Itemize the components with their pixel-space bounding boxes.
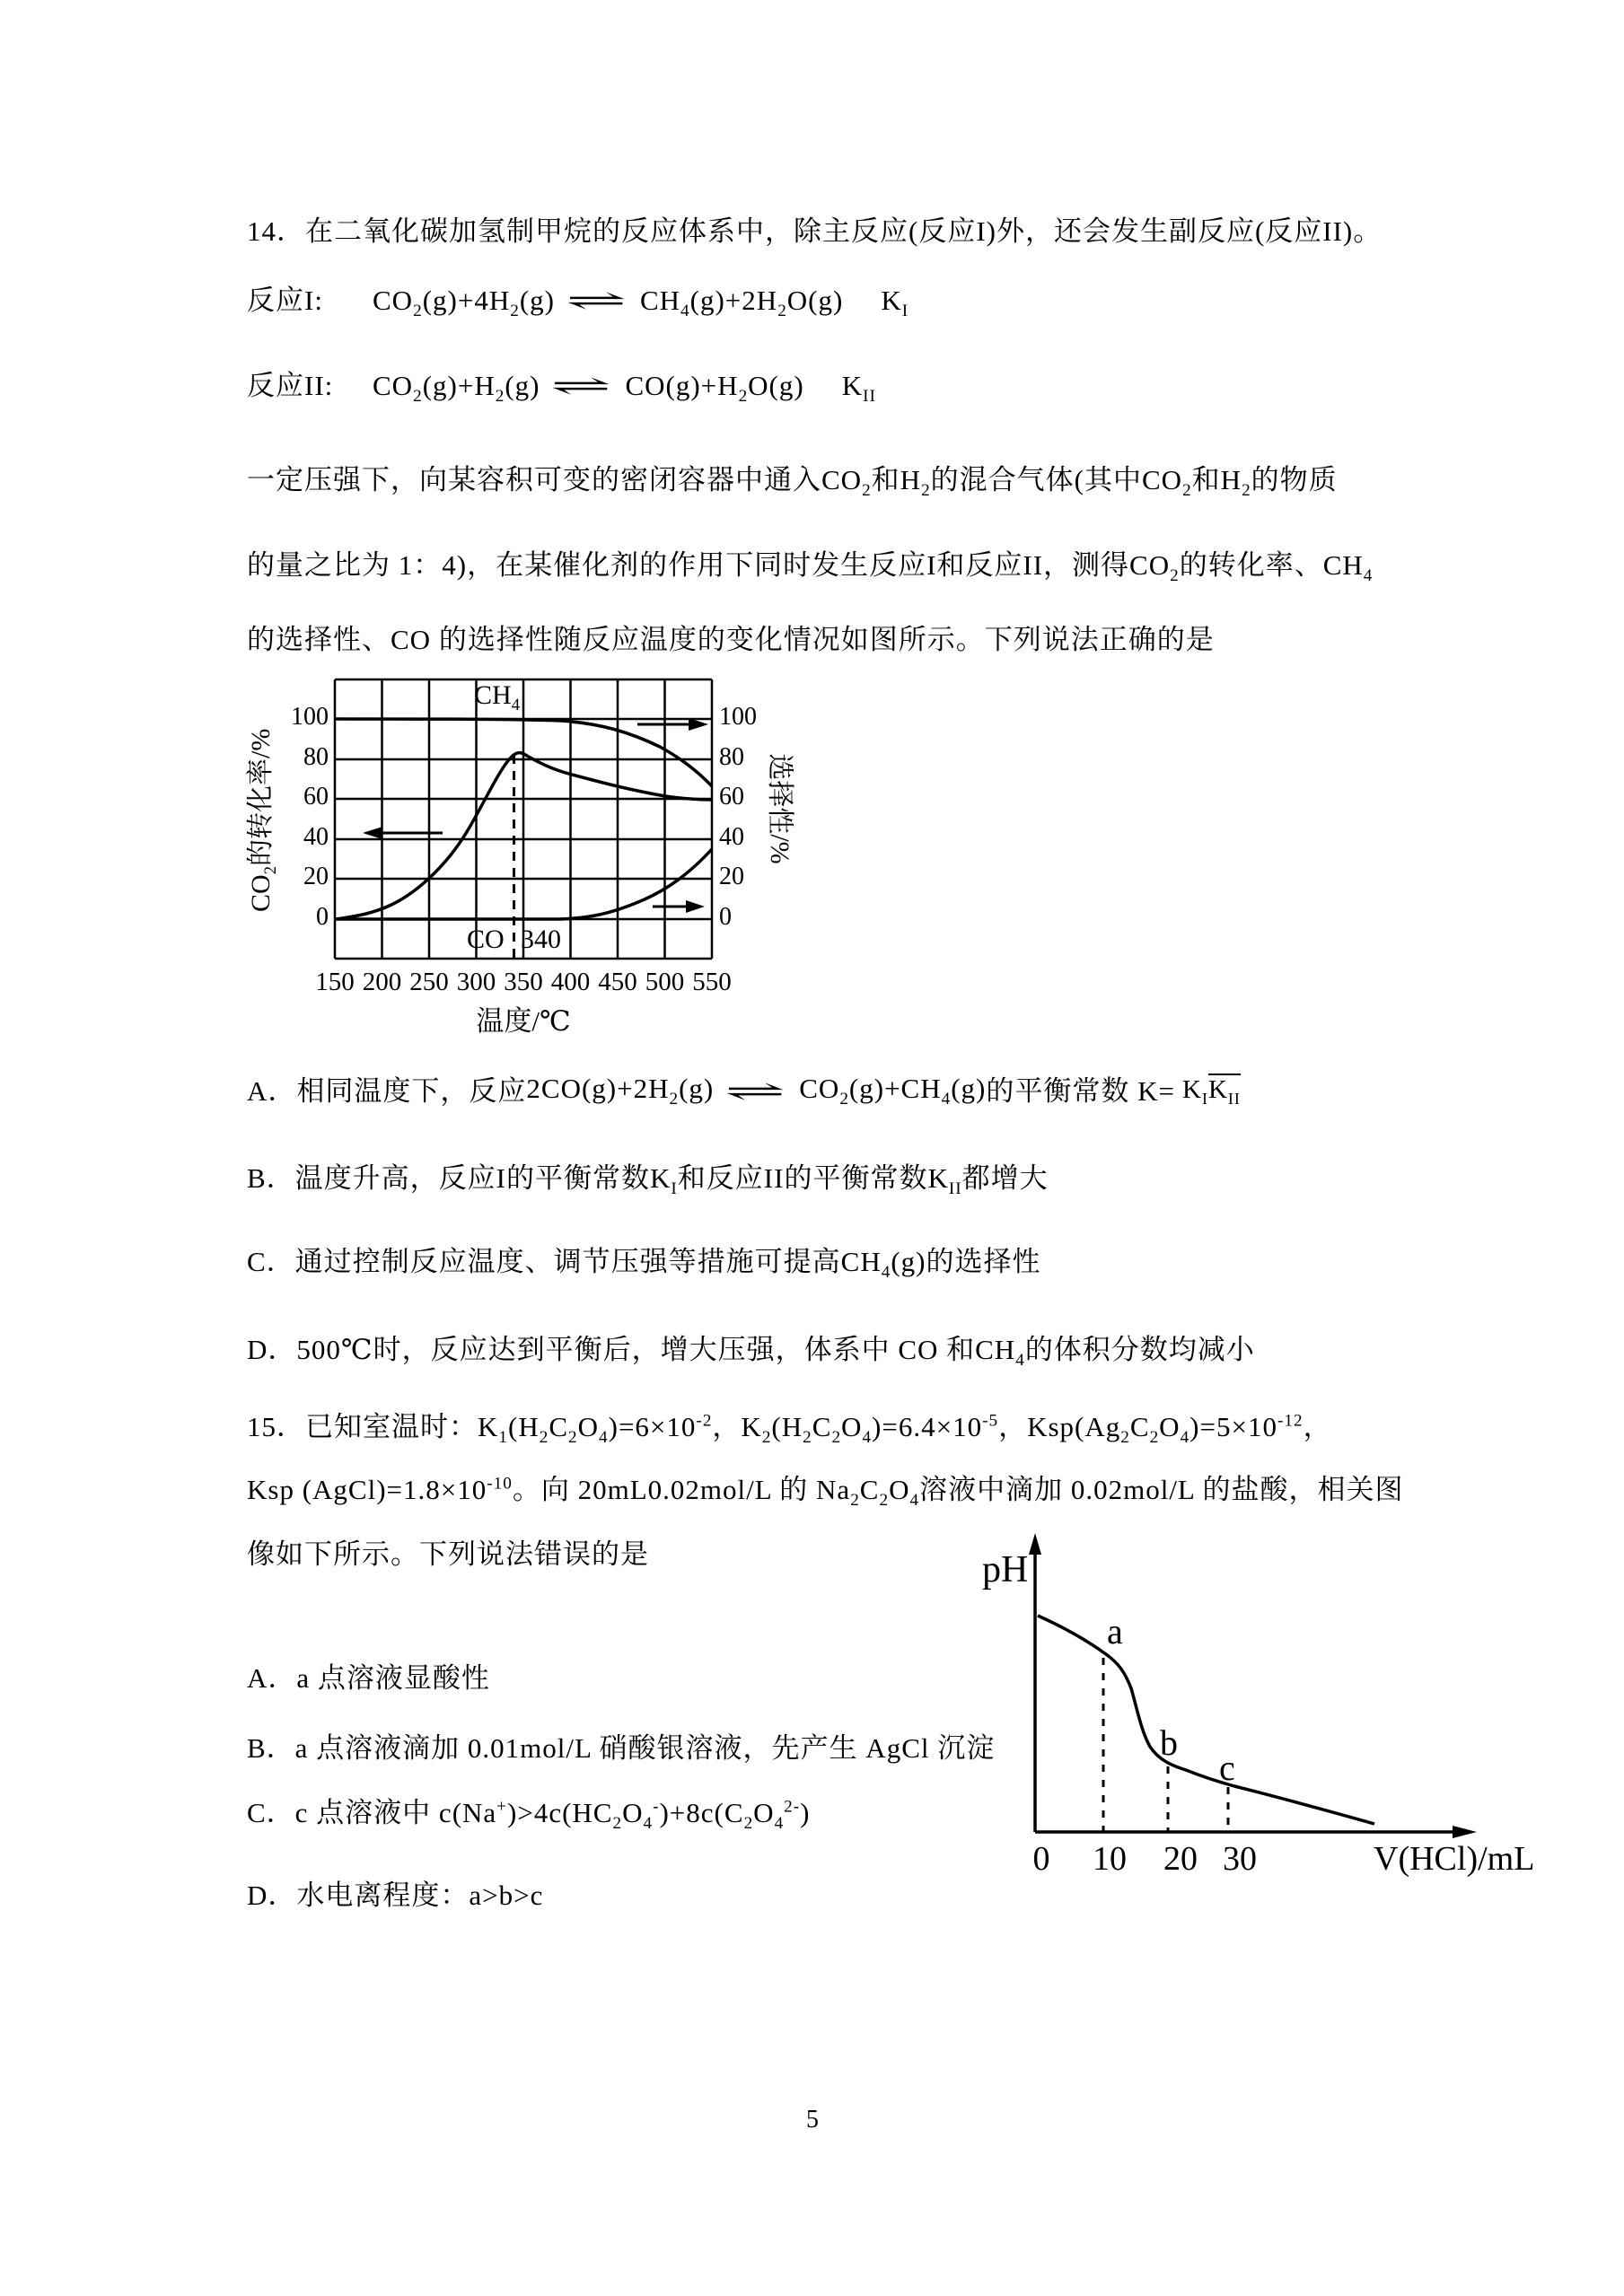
- x-tick: 350: [504, 968, 543, 996]
- y-axis-right-label: 选择性/%: [765, 753, 794, 864]
- q15-option-d: D．水电离程度：a>b>c: [247, 1880, 544, 1911]
- q15-option-c: C．c 点溶液中 $c(Na^+)>4c(HC_2O_4^-)+8c(C_2O_4^{2-})$: [247, 1797, 811, 1834]
- option-a-text-2: 的平衡常数 K=: [986, 1074, 1176, 1107]
- x-tick: 200: [362, 968, 402, 996]
- y-tick-right: 60: [719, 783, 744, 811]
- v-axis-label: V(HCl)/mL: [1374, 1840, 1535, 1878]
- reaction-2-row: [247, 368, 876, 408]
- y-axis-left-label: $CO_2$的转化率/%: [246, 728, 281, 912]
- ph-axis-label: pH: [982, 1549, 1029, 1591]
- equilibrium-arrow: ⇌: [550, 370, 615, 402]
- equilibrium-arrow: ⇌: [566, 285, 629, 317]
- x-tick: 30: [1223, 1840, 1257, 1878]
- q15-stem-line-1: 15．已知室温时：$K_1(H_2C_2O_4)=6\times 10^{-2}$，$K_2(H_2C_2O_4)=6.4\times 10^{-5}$，$Ksp(Ag_2C_2O_4)=5\times 10^{-12}$，: [247, 1411, 1332, 1448]
- q14-chart: [215, 673, 808, 1050]
- q15-option-b: B．a 点溶液滴加 0.01mol/L 硝酸银溶液，先产生 AgCl 沉淀: [247, 1732, 996, 1764]
- reaction-2-eq-left: $CO_2(g)+H_2(g)$: [373, 370, 540, 407]
- reaction-1-eq-right: $CH_4(g)+2H_2O(g)$: [639, 285, 844, 321]
- x-tick: 550: [692, 968, 732, 996]
- k-fraction-denominator: $K_{II}$: [1207, 1075, 1241, 1109]
- x-axis-label: 温度/℃: [476, 1005, 571, 1037]
- q14-para-line-1: 一定压强下，向某容积可变的密闭容器中通入$CO_2$和$H_2$的混合气体(其中$CO_2$和$H_2$的物质: [247, 464, 1338, 501]
- q15-option-a: A．a 点溶液显酸性: [247, 1662, 490, 1694]
- y-axis: [1029, 1533, 1041, 1832]
- x-axis: [1035, 1826, 1477, 1838]
- q14-option-a: [247, 1047, 1241, 1136]
- right-axis-arrow-bottom: [653, 900, 705, 913]
- q14-option-d: D．500℃时，反应达到平衡后，增大压强，体系中 CO 和$CH_4$的体积分数均减小: [247, 1334, 1255, 1371]
- y-tick-left: 60: [303, 783, 329, 811]
- y-tick-left: 20: [303, 863, 329, 890]
- x-tick: 10: [1093, 1840, 1127, 1878]
- k-fraction: [1182, 1074, 1241, 1109]
- y-tick-left: 80: [303, 743, 329, 771]
- page-number: 5: [806, 2106, 819, 2134]
- y-tick-left: 100: [291, 703, 329, 731]
- x-tick: 300: [456, 968, 496, 996]
- k-fraction-numerator: $K_I$: [1182, 1075, 1208, 1109]
- y-tick-right: 80: [719, 743, 744, 771]
- y-tick-left: 40: [303, 823, 329, 851]
- q14-para-line-2: 的量之比为 1：4)，在某催化剂的作用下同时发生反应I和反应II，测得$CO_2$的转化率、$CH_4$: [247, 549, 1374, 586]
- q15-stem-line-3: 像如下所示。下列说法错误的是: [247, 1538, 649, 1570]
- reaction-2-k: $K_{II}$: [841, 370, 876, 407]
- ph-curve: [1038, 1611, 1374, 1824]
- equilibrium-arrow: ⇌: [724, 1074, 788, 1108]
- q15-stem-line-2: Ksp $(AgCl)=1.8\times 10^{-10}$。向 20mL0.02mol/L 的 $Na_2C_2O_4$溶液中滴加 0.02mol/L 的盐酸，相关图: [247, 1474, 1404, 1511]
- curve-label-co: CO: [467, 925, 505, 954]
- dashed-label-340: 340: [521, 925, 561, 954]
- y-tick-left: 0: [316, 903, 329, 931]
- reaction-1-eq-left: $CO_2(g)+4H_2(g)$: [373, 285, 555, 321]
- option-a-text: A．相同温度下，反应: [247, 1074, 527, 1107]
- x-tick: 500: [645, 968, 685, 996]
- reaction-1-k: $K_I$: [881, 285, 909, 321]
- left-axis-arrow: [363, 827, 443, 839]
- reaction-1-label: 反应I:: [247, 285, 323, 316]
- x-tick: 250: [409, 968, 449, 996]
- point-label-c: c: [1219, 1748, 1235, 1788]
- q14-option-c: C．通过控制反应温度、调节压强等措施可提高$CH_4(g)$的选择性: [247, 1246, 1041, 1283]
- y-tick-right: 20: [719, 863, 744, 890]
- reaction-2-label: 反应II:: [247, 370, 334, 401]
- reaction-1-row: [247, 283, 909, 323]
- x-tick: 150: [315, 968, 355, 996]
- x-tick: 0: [1032, 1840, 1050, 1878]
- option-a-eq-right: $CO_2(g)+CH_4(g)$: [799, 1073, 987, 1109]
- q14-option-b: B．温度升高，反应I的平衡常数$K_I$和反应II的平衡常数$K_{II}$都增大: [247, 1162, 1049, 1199]
- x-tick: 450: [598, 968, 637, 996]
- q14-para-line-3: 的选择性、CO 的选择性随反应温度的变化情况如图所示。下列说法正确的是: [247, 624, 1215, 655]
- q14-stem: 14．在二氧化碳加氢制甲烷的反应体系中，除主反应(反应I)外，还会发生副反应(反应II)。: [247, 215, 1383, 247]
- q15-chart: [970, 1526, 1616, 1921]
- y-tick-right: 0: [719, 903, 732, 931]
- y-tick-right: 100: [719, 703, 757, 731]
- x-tick: 400: [550, 968, 591, 996]
- reaction-2-eq-right: $CO(g)+H_2O(g)$: [625, 370, 804, 407]
- option-a-eq-left: $2CO(g)+2H_2(g)$: [526, 1073, 715, 1109]
- point-label-a: a: [1107, 1611, 1123, 1652]
- curve-label-ch4: $CH_4$: [474, 680, 520, 714]
- y-tick-right: 40: [719, 823, 744, 851]
- x-tick: 20: [1163, 1840, 1198, 1878]
- point-label-b: b: [1160, 1722, 1178, 1763]
